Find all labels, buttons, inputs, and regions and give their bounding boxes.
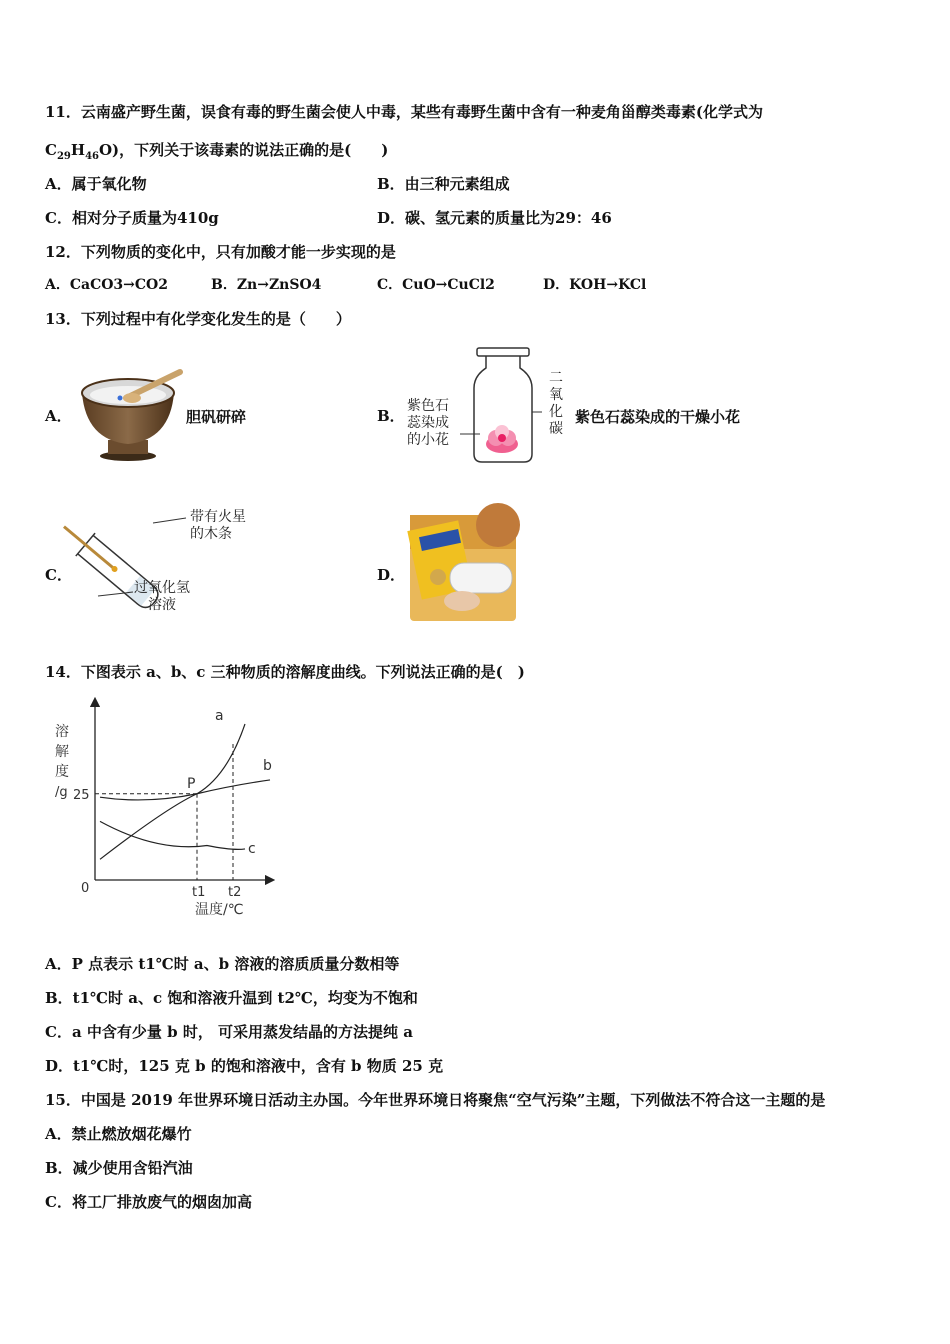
splint-label-line-1: 带有火星 — [190, 509, 246, 525]
gas-label-char-3: 化 — [549, 404, 563, 420]
gas-label-char-4: 碳 — [549, 421, 563, 437]
q11-stem-line2 — [45, 140, 388, 167]
flower-label-line-1: 紫色石 — [407, 398, 449, 414]
q13-b-gas-label — [549, 370, 563, 438]
q14-stem: 14．下图表示 a、b、c 三种物质的溶解度曲线。下列说法正确的是( ) — [45, 663, 525, 681]
series-b-line — [100, 780, 270, 800]
q11-option-c: C．相对分子质量为410g — [45, 209, 219, 227]
origin-label: 0 — [81, 881, 90, 896]
sealing-photo-image — [410, 515, 516, 621]
q14-option-b: B．t1℃时 a、c 饱和溶液升温到 t2℃，均变为不饱和 — [45, 989, 418, 1007]
q12-stem: 12．下列物质的变化中，只有加酸才能一步实现的是 — [45, 243, 396, 261]
q12-option-a: A．CaCO3→CO2 — [45, 277, 168, 293]
q11-option-a: A．属于氧化物 — [45, 175, 147, 193]
q14-option-a: A．P 点表示 t1℃时 a、b 溶液的溶质质量分数相等 — [45, 955, 400, 973]
gas-label-char-1: 二 — [549, 370, 563, 386]
q13-label-c: C． — [45, 566, 72, 584]
q11-option-b: B．由三种元素组成 — [377, 175, 510, 193]
series-c-line — [100, 821, 245, 849]
x-tick-t1: t1 — [192, 885, 206, 900]
y-tick-25: 25 — [73, 787, 90, 803]
q11-formula-o: O) — [98, 141, 120, 159]
y-axis-label-4: /g — [55, 785, 68, 800]
q11-formula-c-sub: 29 — [56, 151, 71, 162]
q11-formula-h: H — [70, 141, 86, 159]
q15-option-a: A．禁止燃放烟花爆竹 — [45, 1125, 192, 1143]
q13-c-top-label — [190, 509, 246, 543]
flower-label-line-3: 的小花 — [407, 432, 449, 448]
q11-option-d: D．碳、氢元素的质量比为29：46 — [377, 209, 612, 227]
splint-label-line-2: 的木条 — [190, 526, 232, 542]
q11-stem-rest: ，下列关于该毒素的说法正确的是( ) — [119, 141, 389, 159]
solubility-chart — [45, 698, 285, 920]
x-axis-label: 温度/℃ — [195, 902, 244, 918]
x-tick-t2: t2 — [228, 885, 242, 900]
q12-option-d: D．KOH→KCl — [543, 277, 647, 293]
q13-label-d: D． — [377, 566, 406, 584]
q15-stem: 15．中国是 2019 年世界环境日活动主办国。今年世界环境日将聚焦“空气污染”主题，下列做法不符合这一主题的是 — [45, 1091, 826, 1109]
q13-label-b: B． — [377, 407, 405, 425]
point-p-label: P — [187, 775, 196, 792]
q14-option-c: C．a 中含有少量 b 时， 可采用蒸发结晶的方法提纯 a — [45, 1023, 413, 1041]
series-a-line — [100, 724, 245, 859]
y-axis-label-3: 度 — [55, 764, 69, 780]
q14-option-d: D．t1℃时，125 克 b 的饱和溶液中，含有 b 物质 25 克 — [45, 1057, 444, 1075]
q13-caption-a: 胆矾研碎 — [186, 408, 247, 426]
q11-formula-c: C — [45, 141, 57, 159]
q13-b-flower-label — [407, 398, 449, 449]
q13-label-a: A． — [45, 407, 72, 425]
q13-stem: 13．下列过程中有化学变化发生的是（ ） — [45, 310, 351, 328]
series-a-label: a — [215, 708, 224, 724]
q15-option-c: C．将工厂排放废气的烟囱加高 — [45, 1193, 252, 1211]
q12-option-b: B．Zn→ZnSO4 — [211, 277, 322, 293]
co2-jar-image — [472, 346, 547, 464]
y-axis-label-2: 解 — [55, 744, 69, 760]
q13-caption-b: 紫色石蕊染成的干燥小花 — [575, 408, 741, 426]
y-axis-label-1: 溶 — [55, 724, 69, 740]
q15-option-b: B．减少使用含铅汽油 — [45, 1159, 193, 1177]
solution-label-line-1: 过氧化氢 — [134, 580, 190, 596]
q12-option-c: C．CuO→CuCl2 — [377, 277, 495, 293]
flower-label-line-2: 蕊染成 — [407, 415, 449, 431]
gas-label-char-2: 氧 — [549, 387, 563, 403]
q13-c-bottom-label — [134, 580, 190, 614]
solution-label-line-2: 溶液 — [148, 597, 176, 613]
q11-formula-h-sub: 46 — [85, 151, 99, 162]
series-c-label: c — [248, 841, 256, 857]
series-b-label: b — [263, 758, 272, 774]
mortar-pestle-image — [78, 368, 188, 463]
q11-stem-line1: 11．云南盛产野生菌，误食有毒的野生菌会使人中毒，某些有毒野生菌中含有一种麦角甾醇类毒素(化学式为 — [45, 103, 763, 121]
